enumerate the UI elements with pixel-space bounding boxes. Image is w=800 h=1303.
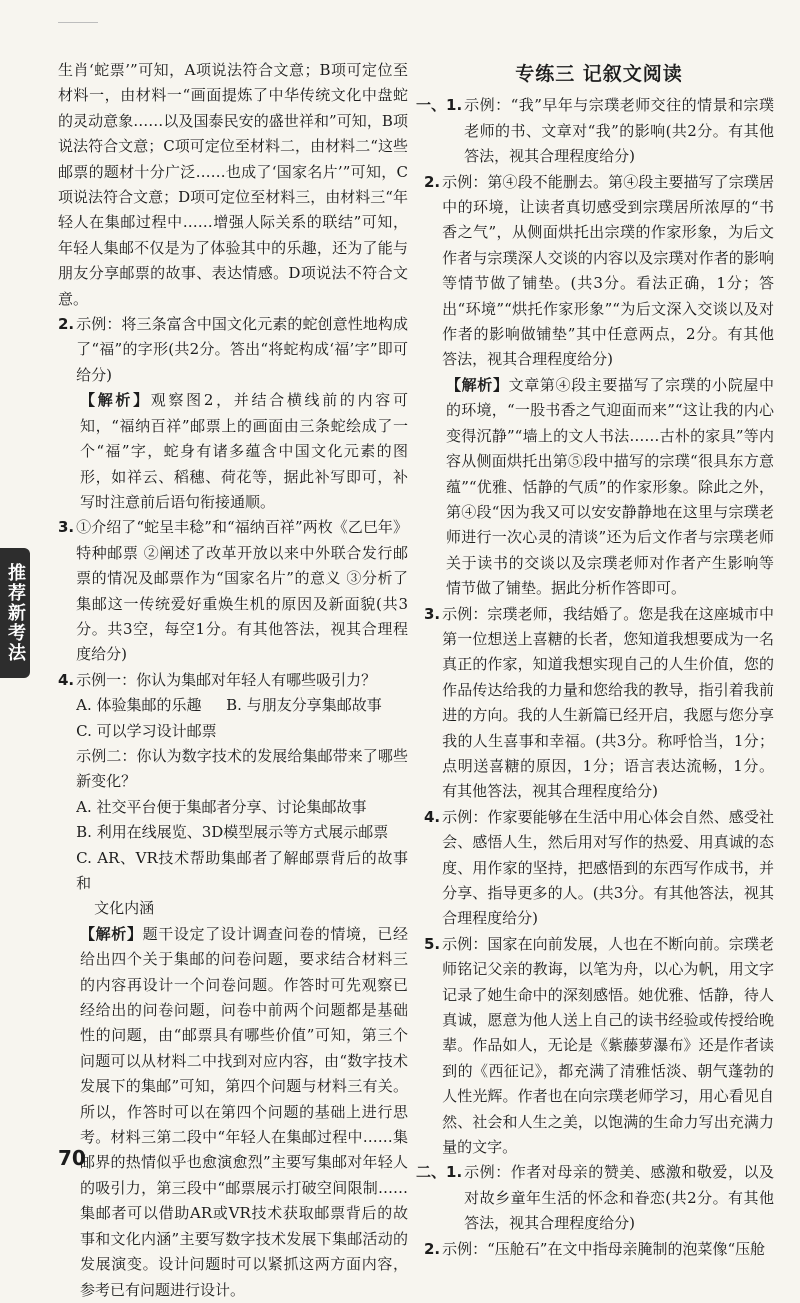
q2-number: 2.: [58, 315, 75, 334]
q3-answer: [58, 515, 408, 667]
q4-ex1-option-b: B. 与朋友分享集邮故事: [226, 696, 382, 715]
q4-ex2-option-a: A. 社交平台便于集邮者分享、讨论集邮故事: [76, 797, 367, 816]
q3-number: 3.: [58, 518, 75, 537]
r4-text: 示例：作家要能够在生活中用心体会自然、感受社会、感悟人生，然后用对写作的热爱、用真诚的态度、用作家的坚持，把感悟到的东西写作成书，并分享、指导更多的人。(共3分。有其他答法，视其合理程度给分): [442, 807, 774, 928]
r3-text: 示例：宗璞老师，我结婚了。您是我在这座城市中第一位想送上喜糖的长者，您知道我想要成为一名真正的作家，知道我想实现自己的人生价值，您的作品传达给我的力量和您给我的教导，指引着我前进的方向。我的人生新篇已经开启，我愿与您分享我的人生喜事和幸福。(共3分。称呼恰当，1分；点明送喜糖的原因，1分；语言表达流畅，1分。有其他答法，视其合理程度给分): [442, 604, 774, 801]
q4-ex2-option-c: C. AR、VR技术帮助集邮者了解邮票背后的故事和: [76, 848, 408, 892]
group-one-marker: 一、: [416, 96, 447, 115]
s2-number: 2.: [424, 1239, 441, 1258]
q4-number: 4.: [58, 670, 75, 689]
q4-analysis: [58, 922, 408, 1303]
q3-text: ①介绍了“蛇呈丰稔”和“福纳百祥”两枚《乙巳年》特种邮票 ②阐述了改革开放以来中外联合发行邮票的情况及邮票作为“国家名片”的意义 ③分析了集邮这一传统爱好重焕生机的原因及新面貌(共3分。共3空，每空1分。有其他答法，视其合理程度给分): [76, 518, 408, 664]
r5-number: 5.: [424, 934, 441, 953]
s2-text: 示例：“压舱石”在文中指母亲腌制的泡菜像“压舱: [442, 1239, 766, 1258]
s1-text: 示例：作者对母亲的赞美、感激和敬爱，以及对故乡童年生活的怀念和眷恋(共2分。有其他答法，视其合理程度给分): [464, 1163, 774, 1233]
section-title: 专练三 记叙文阅读: [515, 63, 683, 85]
q4-body: [76, 668, 408, 922]
left-column: [58, 58, 408, 1303]
r1-number: 1.: [446, 96, 463, 115]
r2-number: 2.: [424, 172, 441, 191]
r4-answer: [424, 805, 774, 932]
r2-answer: [424, 170, 774, 373]
q2-answer: [58, 312, 408, 388]
r1-answer: [416, 93, 774, 169]
q4-example1-options-ab: [76, 693, 408, 718]
q4-ex1-option-a: A. 体验集邮的乐趣: [76, 696, 202, 715]
q4-analysis-tag: 【解析】: [80, 924, 143, 943]
q2-text: 示例：将三条富含中国文化元素的蛇创意性地构成了“福”的字形(共2分。答出“将蛇构成‘福’字”即可给分): [76, 315, 408, 384]
r2-analysis: [424, 373, 774, 602]
q4-ex2-option-b: B. 利用在线展览、3D模型展示等方式展示邮票: [76, 823, 389, 842]
q4-example2: 示例二：你认为数字技术的发展给集邮带来了哪些新变化？: [76, 746, 408, 791]
right-column: [416, 58, 774, 1262]
r3-number: 3.: [424, 604, 441, 623]
q4-ex1-option-c: C. 可以学习设计邮票: [76, 721, 217, 740]
q4-example1: 示例一：你认为集邮对年轻人有哪些吸引力？: [76, 670, 377, 689]
q4-analysis-text: 题干设定了设计调查问卷的情境，已经给出四个关于集邮的问卷问题，要求结合材料三的内容再设计一个问卷问题。作答时可先观察已经给出的问卷问题，问卷中前两个问题都是基础性的问题，由“邮票具有哪些价值”可知，第三个问题可以从材料二中找到对应内容，由“数字技术发展下的集邮”可知，第四个问题与材料三有关。所以，作答时可以在第四个问题的基础上进行思考。材料三第二段中“年轻人在集邮过程中……集邮界的热情似乎也愈演愈烈”主要写集邮对年轻人的吸引力，第三段中“邮票展示打破空间限制……集邮者可以借助AR或VR技术获取邮票背后的故事和文化内涵”主要写数字技术发展下集邮活动的发展演变。设计问题时可以紧抓这两方面内容，参考已有问题进行设计。: [80, 924, 408, 1299]
s2-answer: [424, 1237, 774, 1262]
q2-analysis: [58, 388, 408, 515]
r4-number: 4.: [424, 807, 441, 826]
q2-analysis-tag: 【解析】: [80, 391, 151, 410]
r2-analysis-tag: 【解析】: [446, 375, 509, 394]
side-tab: 推荐新考法: [0, 548, 30, 678]
s1-number: 1.: [446, 1163, 463, 1182]
q4-ex2-option-c-cont: 文化内涵: [94, 899, 155, 918]
r2-text: 示例：第④段不能删去。第④段主要描写了宗璞居中的环境，让读者真切感受到宗璞居所浓厚的“书香之气”，从侧面烘托出宗璞的作家形象，为后文作者与宗璞深人交谈的内容以及宗璞对作者的影响等情节做了铺垫。(共3分。看法正确，1分；答出“环境”“烘托作家形象”“为后文深入交谈以及对作者的影响做铺垫”其中任意两点，2分。有其他答法，视其合理程度给分): [442, 172, 774, 369]
q2-analysis-text: 观察图2，并结合横线前的内容可知，“福纳百祥”邮票上的画面由三条蛇绘成了一个“福”字，蛇身有诸多蕴含中国文化元素的图形，如祥云、稻穗、荷花等，据此补写即可，补写时注意前后语句衔接通顺。: [80, 391, 408, 511]
r5-text: 示例：国家在向前发展，人也在不断向前。宗璞老师铭记父亲的教诲，以笔为舟，以心为帆，用文字记录了她生命中的深刻感悟。她优雅、恬静，待人真诚，愿意为他人送上自己的读书经验或传授给晚辈。作品如人，无论是《紫藤萝瀑布》还是作者读到的《西征记》，都充满了清雅恬淡、朝气蓬勃的人性光辉。作者也在向宗璞老师学习，用心看见自然、社会和人生之美，以饱满的生命力写出充满力量的文字。: [442, 934, 774, 1157]
group-two-marker: 二、: [416, 1163, 447, 1182]
page-number: 70: [58, 1146, 86, 1170]
q4-answer: [58, 668, 408, 922]
q1-continuation: 生肖‘蛇票’”可知，A项说法符合文意；B项可定位至材料一，由材料一“画面提炼了中华传统文化中盘蛇的灵动意象……以及国泰民安的盛世祥和”可知，B项说法符合文意；C项可定位至材料二，由材料二“这些邮票的题材十分广泛……也成了‘国家名片’”可知，C项说法符合文意；D项可定位至材料三，由材料三“年轻人在集邮过程中……增强人际关系的联结”可知，年轻人集邮不仅是为了体验其中的乐趣，还为了能与朋友分享邮票的故事、表达情感。D项说法不符合文意。: [58, 61, 408, 308]
r5-answer: [424, 932, 774, 1161]
top-rule: [58, 22, 98, 23]
r2-analysis-text: 文章第④段主要描写了宗璞的小院屋中的环境，“一股书香之气迎面而来”“这让我的内心变得沉静”“墙上的文人书法……古朴的家具”等内容从侧面烘托出第⑤段中描写的宗璞“很具东方意蕴”“优雅、恬静的气质”的作家形象。除此之外，第④段“因为我又可以安安静静地在这里与宗璞老师进行一次心灵的清谈”还为后文作者与宗璞老师关于读书的交谈以及宗璞老师对作者产生影响等情节做了铺垫。据此分析作答即可。: [446, 375, 774, 598]
s1-answer: [416, 1160, 774, 1236]
r1-text: 示例：“我”早年与宗璞老师交往的情景和宗璞老师的书、文章对“我”的影响(共2分。有其他答法，视其合理程度给分): [464, 96, 774, 166]
r3-answer: [424, 602, 774, 805]
